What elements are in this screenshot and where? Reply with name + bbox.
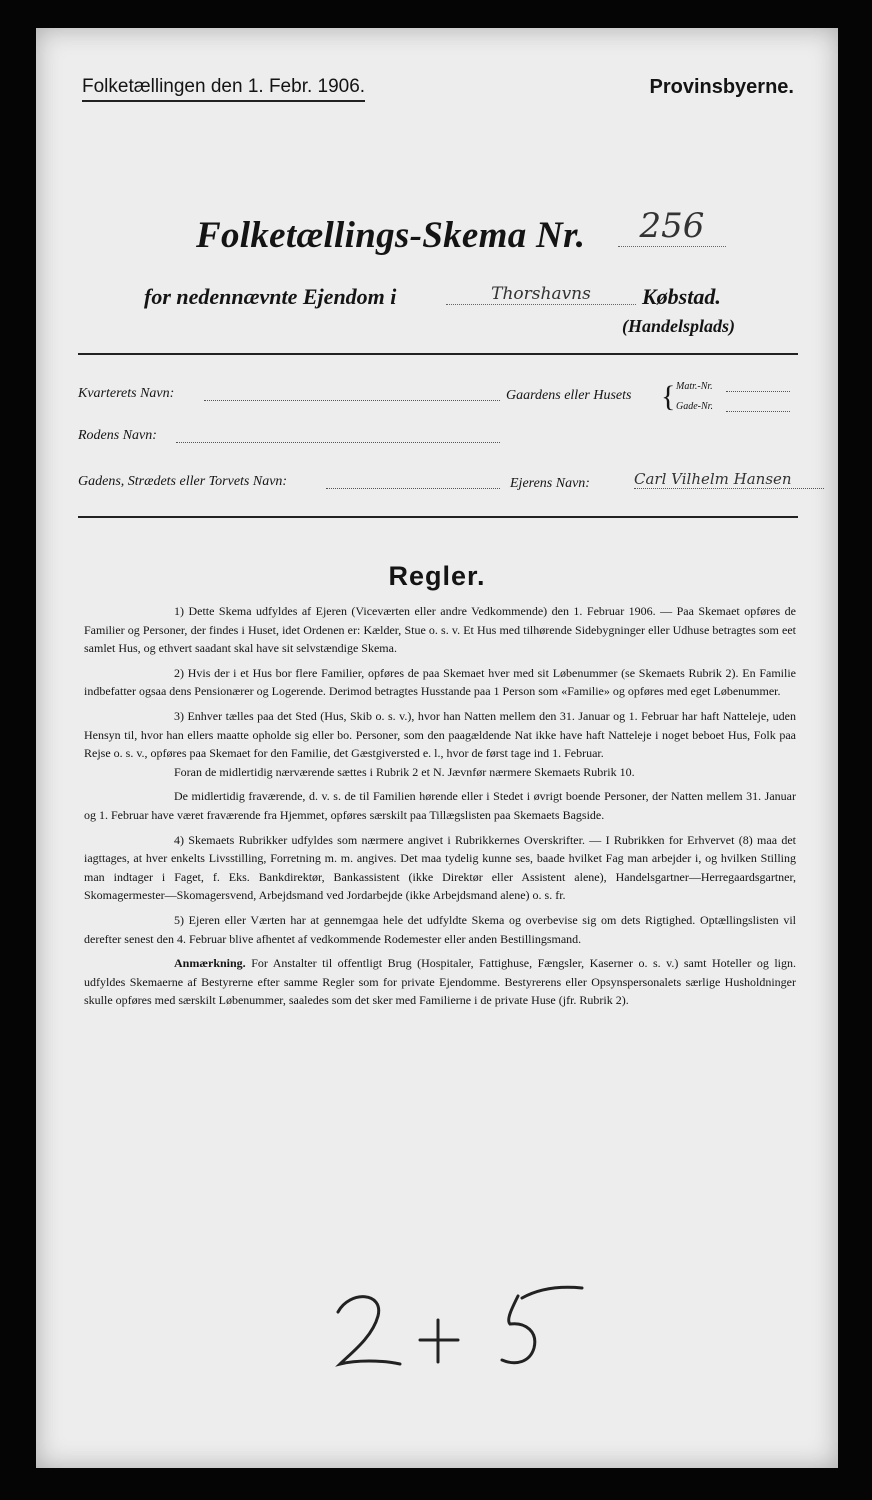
rodens-navn-line [176,442,500,443]
annotation [84,954,796,1010]
ejerens-navn-label: Ejerens Navn: [510,476,590,491]
form-title: Folketællings-Skema Nr. [196,215,586,256]
rule-4: 4) Skemaets Rubrikker udfyldes som nærmere angivet i Rubrikkernes Overskrifter. — I Rubrikken for Erhvervet (8) maa det iagttages, at hver enkelts Livsstilling, Forretning m. m. angives. Det maa tydelig kunne ses, baade hvilket Fag man arbejder i, og hvilken Stilling man indtager i Faget, f. Eks. Bankdirektør, Bankassistent (ikke Direktør eller Assistent alene), Handelsgartner—Herregaardsgartner, Skomagermester—Skomagersvend, Arbejdsmand ved Jordarbejde (ikke Arbejdsmand alene) o. s. fr. [84,832,796,903]
rule-1: 1) Dette Skema udfyldes af Ejeren (Viceværten eller andre Vedkommende) den 1. Februar 1906. — Paa Skemaet opføres de Familier og Personer, der findes i Huset, idet Ordenen er: Kælder, Stue o. s. v. Et Hus med tilhørende Sidebygninger eller Udhuse betragtes som eet samlet Hus, og ethvert saadant skal have sit selvstændige Skema. [84,604,796,656]
rodens-navn-label: Rodens Navn: [78,428,157,443]
handwritten-note [326,1268,586,1378]
matr-nr-line [726,391,790,392]
gade-nr-label: Gade-Nr. [676,401,713,412]
rule-2: 2) Hvis der i et Hus bor flere Familier, opføres de paa Skemaet hver med sit Løbenummer (se Skemaets Rubrik 2). En Familie indbefatter ogsaa dens Pensionærer og Logerende. Derimod betragtes Husstande paa 1 Person som «Familie» og opføres med eget Løbenummer. [84,665,796,699]
matr-nr-label: Matr.-Nr. [676,381,713,392]
handwritten-note-drawing [326,1268,586,1378]
ejerens-navn-value: Carl Vilhelm Hansen [634,470,824,489]
kobstad-label: Købstad. [642,284,721,309]
rule-5: 5) Ejeren eller Værten har at gennemgaa hele det udfyldte Skema og overbevise sig om dets Rigtighed. Optællingslisten vil derefter senest den 4. Februar blive afhentet af vedkommende Rodemester eller anden Bestillingsmand. [84,912,796,946]
kvarterets-navn-line [204,400,500,401]
divider-bottom [78,516,798,518]
kvarterets-navn-label: Kvarterets Navn: [78,386,175,401]
rule-3-note-n: Foran de midlertidig nærværende sættes i Rubrik 2 et N. Jævnfør nærmere Skemaets Rubrik 10. [174,764,635,779]
handelsplads-label: (Handelsplads) [622,316,736,336]
census-form-page [36,28,838,1468]
gaardens-label: Gaardens eller Husets [506,388,632,403]
rules-body [84,602,796,1016]
property-line-label: for nedennævnte Ejendom i [144,284,397,309]
schema-number: 256 [618,206,726,247]
gade-nr-line [726,411,790,412]
rule-3: 3) Enhver tælles paa det Sted (Hus, Skib o. s. v.), hvor han Natten mellem den 31. Januar og 1. Februar har haft Natteleje, uden Hensyn til, hvor han ellers maatte opholde sig eller bo. Personer, som den paagældende Nat ikke have haft Natteleje i noget beboet Hus, Folk paa Rejse o. s. v., opføres paa Skemaet for den Familie, det Gæstgiversted e. l., hvor de først tage ind 1. Februar. [84,708,796,761]
census-header-title: Folketællingen den 1. Febr. 1906. [82,76,365,102]
rule-3-note-absent: De midlertidig fraværende, d. v. s. de til Familien hørende eller i Stedet i øvrigt boende Personer, der Natten mellem 31. Januar og 1. Februar have været fraværende fra Hjemmet, opføres særskilt paa Tillægslisten paa Skemaets Bagside. [84,789,796,822]
region-label: Provinsbyerne. [649,76,794,98]
annotation-label: Anmærkning. [174,956,246,971]
rules-heading: Regler. [388,561,486,591]
town-value: Thorshavns [446,284,636,305]
divider-top [78,353,798,355]
brace-symbol: { [661,380,676,413]
annotation-text: For Anstalter til offentligt Brug (Hospitaler, Fattighuse, Fængsler, Kaserner o. s. v.) samt Hoteller og lign. udfyldes Skemaerne af Bestyrerne efter samme Regler som for private Ejendomme. Bestyrerens eller Opsynspersonalets særlige Husholdninger skulle opføres med særskilt Løbenummer, saaledes som det sker med Familierne i de private Huse (jfr. Rubrik 2). [84,956,796,1008]
gadens-navn-label: Gadens, Strædets eller Torvets Navn: [78,474,288,489]
gadens-navn-line [326,488,500,489]
